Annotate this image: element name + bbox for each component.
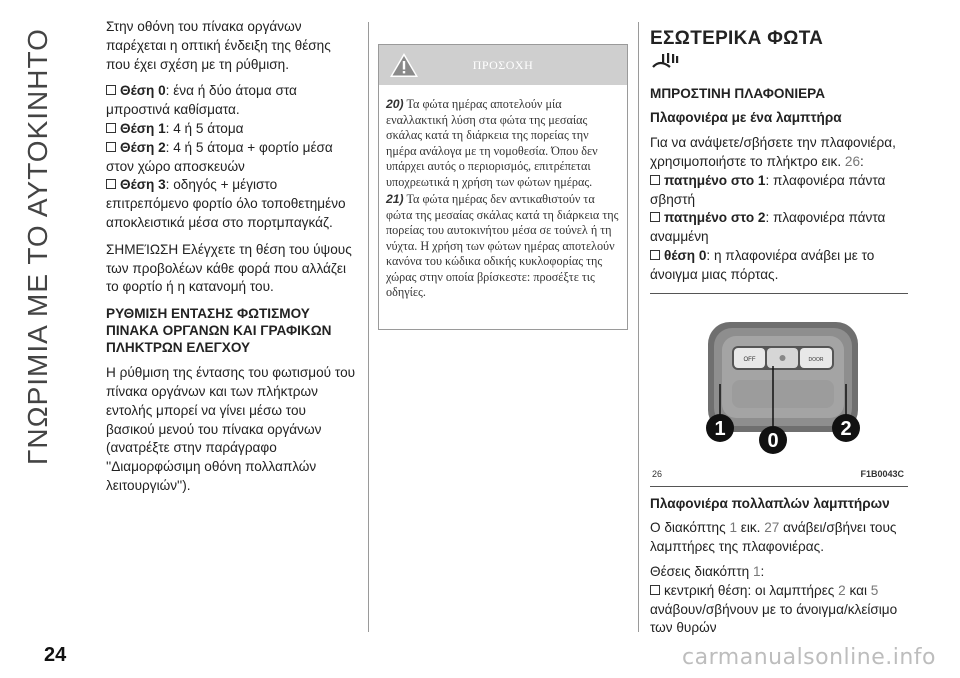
interior-light-icon (650, 51, 908, 77)
warning-box (378, 44, 628, 330)
column-1 (106, 18, 358, 504)
section-title: ΕΣΩΤΕΡΙΚΑ ΦΩΤΑ (650, 28, 824, 49)
warning-triangle-icon (389, 52, 419, 78)
section-heading: ΡΥΘΜΙΣΗ ΕΝΤΑΣΗΣ ΦΩΤΙΣΜΟΥ ΠΙΝΑΚΑ ΟΡΓΑΝΩΝ ΚΑΙ ΓΡΑΦΙΚΩΝ ΠΛΗΚΤΡΩΝ ΕΛΕΓΧΟΥ (106, 306, 332, 356)
list-item: πατημένο στο 2: πλαφονιέρα πάντα αναμμένη (650, 210, 886, 245)
checkbox-bullet-icon (650, 212, 660, 222)
subsection-title: ΜΠΡΟΣΤΙΝΗ ΠΛΑΦΟΝΙΕΡΑ (650, 85, 826, 101)
subsection-subtitle: Πλαφονιέρα πολλαπλών λαμπτήρων (650, 495, 890, 511)
door-button-label: DOOR (808, 356, 824, 363)
position-list (106, 82, 358, 232)
column-divider-1 (368, 22, 369, 632)
intro-paragraph: Στην οθόνη του πίνακα οργάνων παρέχεται η οπτική ένδειξη της θέσης που έχει σχέση με τη ρύθμιση. (106, 19, 331, 72)
marker-2: 2 (840, 417, 852, 440)
watermark: carmanualsonline.info (682, 645, 936, 670)
list-item: Θέση 2: 4 ή 5 άτομα + φορτίο μέσα στον χώρο αποσκευών (106, 139, 333, 174)
figure-number: 26 (652, 468, 663, 479)
checkbox-bullet-icon (650, 585, 660, 595)
marker-1: 1 (714, 417, 726, 440)
warning-item: 21) Τα φώτα ημέρας δεν αντικαθιστούν τα φώτα της μεσαίας σκάλας κατά τη διάρκεια της πορείας του αυτοκινήτου μέσα σε τούνελ ή τη νύχτα. Η χρήση των φώτων ημέρας αποτελούν κανόνα του κώδικα οδικής κυκλοφορίας της χώρας στην οποία βρίσκεστε: προσέξτε τις οδηγίες. (386, 192, 619, 299)
warning-body (379, 85, 627, 301)
checkbox-bullet-icon (106, 85, 116, 95)
body-paragraph: Ο διακόπτης 1 εικ. 27 ανάβει/σβήνει τους λαμπτήρες της πλαφονιέρας. (650, 520, 897, 555)
checkbox-bullet-icon (650, 175, 660, 185)
body-paragraph: Η ρύθμιση της έντασης του φωτισμού του πίνακα οργάνων και των πλήκτρων εντολής μπορεί να γίνει μέσω του βασικού μενού του πίνακα οργάνων (ανατρέξτε στην παράγραφο ''Διαμορφώσιμη οθόνη πολλαπλών λειτουργιών''). (106, 365, 356, 493)
checkbox-bullet-icon (106, 123, 116, 133)
note-paragraph: ΣΗΜΕΊΩΣΗ Ελέγχετε τη θέση του ύψους των προβολέων κάθε φορά που αλλάζει το φορτίο ή η κατανομή του. (106, 241, 352, 295)
ceiling-light-illustration (650, 300, 908, 476)
list-item: Θέση 3: οδηγός + μέγιστο επιτρεπόμενο φορτίο όλο τοποθετημένο αποκλειστικά μέσα στο πορτμπαγκάζ. (106, 177, 346, 230)
subsection-subtitle: Πλαφονιέρα με ένα λαμπτήρα (650, 110, 842, 126)
list-item: κεντρική θέση: οι λαμπτήρες 2 και 5 ανάβουν/σβήνουν με το άνοιγμα/κλείσιμο των θυρών (650, 582, 898, 636)
marker-0: 0 (767, 429, 779, 452)
checkbox-bullet-icon (106, 142, 116, 152)
body-paragraph: Θέσεις διακόπτη 1: (650, 563, 765, 579)
warning-title: ΠΡΟΣΟΧΗ (472, 57, 534, 72)
figure-26 (650, 300, 908, 486)
list-item: Θέση 1: 4 ή 5 άτομα (106, 120, 358, 139)
warning-item: 20) Τα φώτα ημέρας αποτελούν μία εναλλακτική λύση στα φώτα της μεσαίας σκάλας κατά τη διάρκεια της πορείας την ημέρα ανάλογα με τη νομοθεσία. Όπου δεν υπάρχει αυτός ο περιορισμός, επιτρέπεται υποχρεωτικά η χρήση των φώτων ημέρας. (386, 97, 598, 189)
warning-header (379, 45, 627, 85)
checkbox-bullet-icon (650, 250, 660, 260)
off-button-label: OFF (743, 356, 756, 363)
figure-code: F1B0043C (860, 468, 904, 479)
figure-top-rule (650, 293, 908, 294)
list-item: θέση 0: η πλαφονιέρα ανάβει με το άνοιγμα μιας πόρτας. (650, 247, 875, 282)
figure-bottom-rule (650, 486, 908, 487)
column-divider-2 (638, 22, 639, 632)
list-item: πατημένο στο 1: πλαφονιέρα πάντα σβηστή (650, 172, 886, 207)
column-3 (650, 18, 908, 638)
side-section-title: ΓΝΩΡΙΜΙΑ ΜΕ ΤΟ ΑΥΤΟΚΙΝΗΤΟ (22, 28, 53, 465)
checkbox-bullet-icon (106, 179, 116, 189)
list-item: Θέση 0: ένα ή δύο άτομα στα μπροστινά καθίσματα. (106, 83, 297, 118)
page-number: 24 (44, 644, 67, 666)
body-paragraph: Για να ανάψετε/σβήσετε την πλαφονιέρα, χρησιμοποιήστε το πλήκτρο εικ. 26: (650, 135, 896, 169)
